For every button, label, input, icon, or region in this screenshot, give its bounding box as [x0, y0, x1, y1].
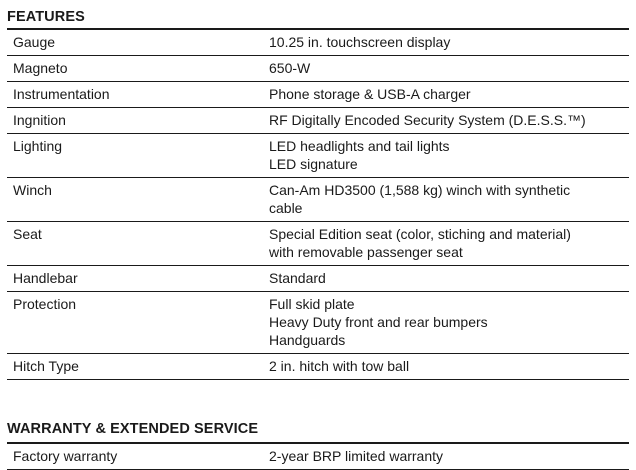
- spec-value-line: 2 in. hitch with tow ball: [269, 358, 410, 374]
- spec-label: Winch: [7, 178, 269, 222]
- features-table: [7, 30, 629, 380]
- spec-value-line: LED signature: [269, 156, 358, 172]
- spec-value-line: Phone storage & USB-A charger: [269, 86, 471, 102]
- spec-sheet: [7, 0, 629, 470]
- spec-value-line: 2-year BRP limited warranty: [269, 448, 444, 464]
- spec-label: Factory warranty: [7, 444, 269, 470]
- warranty-section-title: WARRANTY & EXTENDED SERVICE: [7, 410, 629, 444]
- spec-label: Ingnition: [7, 108, 269, 134]
- spec-value: [269, 266, 629, 292]
- spec-value: [269, 354, 629, 380]
- spec-label: Gauge: [7, 30, 269, 56]
- spec-value-line: Standard: [269, 270, 326, 286]
- spec-value-line: Special Edition seat (color, stiching and material): [269, 226, 571, 242]
- spec-value: [269, 134, 629, 178]
- spec-value: [269, 82, 629, 108]
- spec-value-line: LED headlights and tail lights: [269, 138, 450, 154]
- spec-value-line: cable: [269, 200, 303, 216]
- spec-label: Handlebar: [7, 266, 269, 292]
- spec-value-line: 650-W: [269, 60, 311, 76]
- section-spacer: [7, 380, 629, 410]
- spec-label: Instrumentation: [7, 82, 269, 108]
- spec-value-line: with removable passenger seat: [269, 244, 463, 260]
- spec-row: [7, 444, 629, 470]
- spec-value: [269, 444, 629, 470]
- features-section-title: FEATURES: [7, 0, 629, 30]
- spec-row: [7, 56, 629, 82]
- spec-row: [7, 108, 629, 134]
- spec-label: Hitch Type: [7, 354, 269, 380]
- spec-value: [269, 178, 629, 222]
- spec-row: [7, 222, 629, 266]
- spec-label: Magneto: [7, 56, 269, 82]
- spec-row: [7, 292, 629, 354]
- spec-row: [7, 134, 629, 178]
- spec-value: [269, 108, 629, 134]
- spec-row: [7, 82, 629, 108]
- spec-row: [7, 266, 629, 292]
- spec-value-line: Heavy Duty front and rear bumpers: [269, 314, 488, 330]
- spec-row: [7, 354, 629, 380]
- warranty-table-body: [7, 444, 629, 470]
- spec-row: [7, 178, 629, 222]
- spec-label: Protection: [7, 292, 269, 354]
- spec-value: [269, 56, 629, 82]
- spec-label: Lighting: [7, 134, 269, 178]
- warranty-table: [7, 444, 629, 470]
- spec-value-line: Full skid plate: [269, 296, 355, 312]
- spec-value: [269, 292, 629, 354]
- features-table-body: [7, 30, 629, 380]
- spec-value-line: Handguards: [269, 332, 346, 348]
- spec-value: [269, 222, 629, 266]
- spec-value: [269, 30, 629, 56]
- spec-value-line: 10.25 in. touchscreen display: [269, 34, 451, 50]
- spec-value-line: RF Digitally Encoded Security System (D.E.S.S.™): [269, 112, 586, 128]
- spec-value-line: Can-Am HD3500 (1,588 kg) winch with synthetic: [269, 182, 571, 198]
- spec-label: Seat: [7, 222, 269, 266]
- spec-row: [7, 30, 629, 56]
